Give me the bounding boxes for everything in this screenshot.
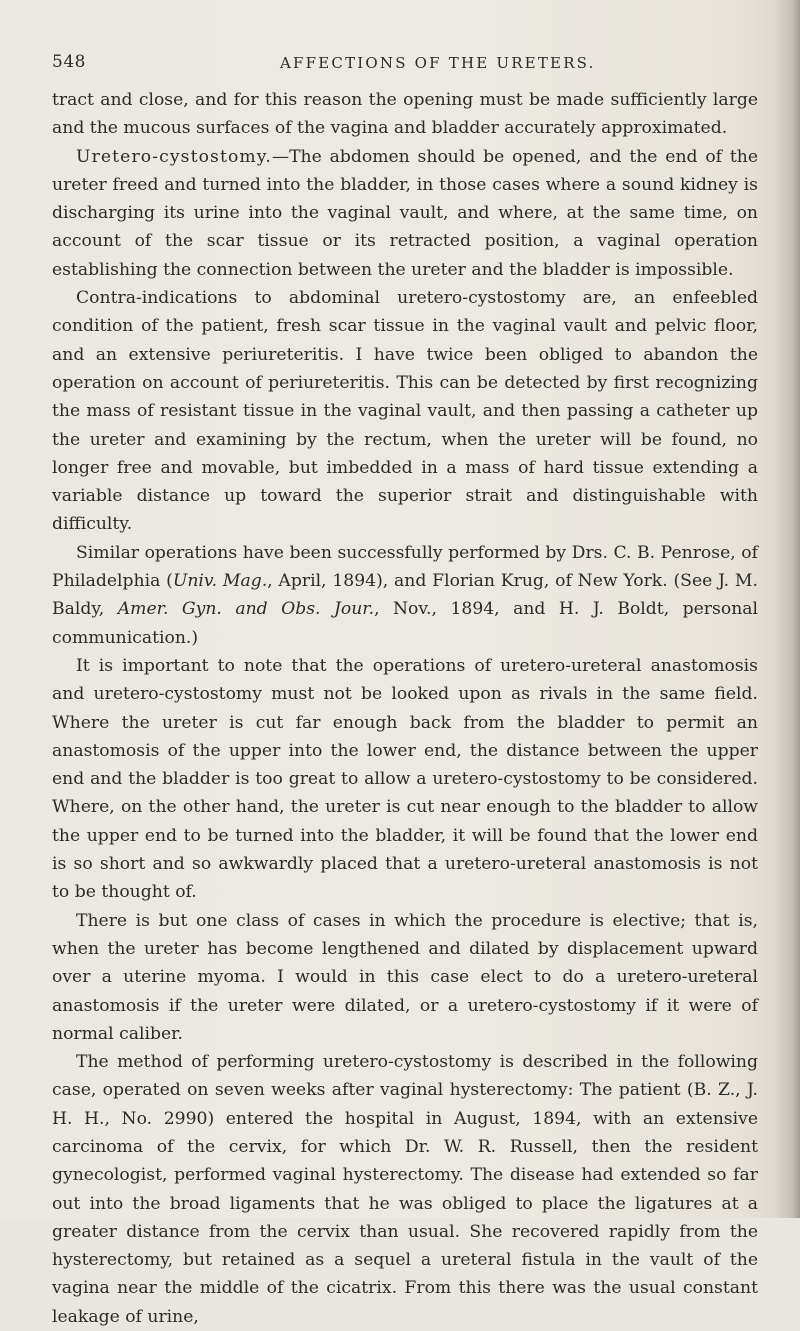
running-head: AFFECTIONS OF THE URETERS. — [280, 54, 596, 72]
paragraph-contra-indications: Contra-indications to abdominal uretero-cystostomy are, an enfeebled condition of the patient, fresh scar tissue in the vaginal vault and pelvic floor, and an extensive periureteritis. I have twice been obliged to abandon the operation on account of periureteritis. This can be detected by first recognizing the mass of resistant tissue in the vaginal vault, and then passing a catheter up the ureter and examining by the rectum, when the ureter will be found, no longer free and movable, but imbedded in a mass of hard tissue extending a variable distance up toward the superior strait and distinguishable with difficulty. — [52, 288, 758, 535]
paragraph-elective-cases: There is but one class of cases in which the procedure is elective; that is, when the ureter has become lengthened and dilated by displacement upward over a uterine myoma. I would in this case elect to do a uretero-ureteral anastomosis if the ureter were dilated, or a uretero-cystostomy if it were of normal caliber. — [52, 910, 758, 1044]
section-heading: Uretero-cystostomy. — [76, 146, 272, 167]
page-edge-shadow — [774, 0, 800, 1218]
page-number: 548 — [52, 52, 86, 72]
body-text — [52, 86, 758, 1331]
paragraph-continuation: tract and close, and for this reason the opening must be made sufficiently large and the mucous surfaces of the vagina and bladder accurately approximated. — [52, 90, 758, 139]
paragraph-uretero-cystostomy: Uretero-cystostomy.—The abdomen should be opened, and the end of the ureter freed and turned into the bladder, in those cases where a sound kidney is discharging its urine into the vaginal vault, and where, at the same time, on account of the scar tissue or its retracted position, a vaginal operation establishing the connection between the ureter and the bladder is impossible. — [52, 146, 758, 280]
paragraph-method-case: The method of performing uretero-cystostomy is described in the following case, operated on seven weeks after vaginal hysterectomy: The patient (B. Z., J. H. H., No. 2990) entered the hospital in August, 1894, with an extensive carcinoma of the cervix, for which Dr. W. R. Russell, then the resident gynecologist, performed vaginal hysterectomy. The disease had extended so far out into the broad ligaments that he was obliged to place the ligatures at a greater distance from the cervix than usual. She recovered rapidly from the hysterectomy, but retained as a sequel a ureteral fistula in the vault of the vagina near the middle of the cicatrix. From this there was the usual constant leakage of urine, — [52, 1052, 758, 1327]
paragraph-important-note: It is important to note that the operations of uretero-ureteral anastomosis and uretero-cystostomy must not be looked upon as rivals in the same field. Where the ureter is cut far enough back from the bladder to permit an anastomosis of the upper into the lower end, the distance between the upper end and the bladder is too great to allow a uretero-cystostomy to be considered. Where, on the other hand, the ureter is cut near enough to the bladder to allow the upper end to be turned into the bladder, it will be found that the lower end is so short and so awkwardly placed that a uretero-ureteral anastomosis is not to be thought of. — [52, 655, 758, 903]
citation: Univ. Mag. — [172, 571, 268, 592]
paragraph-similar-operations: Similar operations have been successfully performed by Drs. C. B. Penrose, of Philadelphia (Univ. Mag., April, 1894), and Florian Krug, of New York. (See J. M. Baldy, Amer. Gyn. and Obs. Jour., Nov., 1894, and H. J. Boldt, personal communication.) — [52, 542, 759, 648]
citation: Amer. Gyn. and Obs. Jour. — [117, 599, 375, 620]
page-header — [52, 52, 752, 76]
